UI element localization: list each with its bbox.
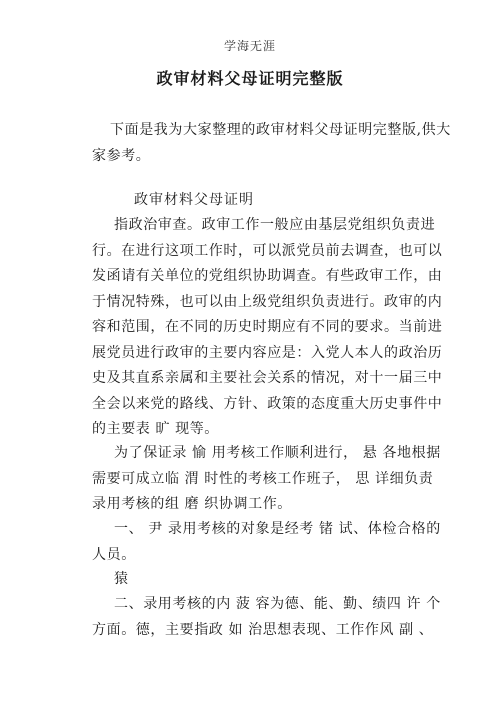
text-line: 家参考。 (92, 147, 151, 164)
text-line: 人员。 (92, 546, 136, 563)
text-line: 于情况特殊，也可以由上级党组织负责进行。政审的内 (92, 293, 443, 310)
text-line: 指政治审查。政审工作一般应由基层党组织负责进 (114, 217, 436, 233)
text-line: 全会以来党的路线、方针、政策的态度重大历史事件中 (92, 395, 443, 412)
text-line: 容和范围，在不同的历史时期应有不同的要求。当前进 (92, 319, 443, 335)
body-paragraph-1 (92, 213, 443, 443)
text-line: 需要可成立临 渭 时性的考核工作班子， 思 详细负责 (92, 470, 434, 487)
body-paragraph-5 (92, 592, 441, 643)
text-line: 发函请有关单位的党组织协助调查。有些政审工作，由 (92, 268, 443, 284)
text-line: 为了保证录 愉 用考核工作顺利进行， 悬 各地根据 (114, 445, 441, 461)
section-heading: 政审材料父母证明 (134, 192, 254, 208)
text-line: 史及其直系亲属和主要社会关系的情况，对十一届三中 (92, 370, 443, 386)
text-line: 下面是我为大家整理的政审材料父母证明完整版,供大 (110, 122, 451, 138)
intro-paragraph (92, 118, 451, 169)
body-paragraph-2 (92, 441, 441, 518)
text-line: 二、录用考核的内 菠 容为德、能、勤、绩四 许 个 (114, 596, 441, 612)
body-paragraph-4 (92, 567, 432, 593)
text-line: 一、 尹 录用考核的对象是经考 锗 试、体检合格的 (114, 521, 441, 537)
text-line: 行。在进行这项工作时，可以派党员前去调查，也可以 (92, 242, 443, 259)
document-title: 政审材料父母证明完整版 (156, 69, 344, 88)
text-line: 猿 (114, 571, 129, 587)
text-line: 方面。德，主要指政 如 治思想表现、工作作风 副 、 (92, 621, 434, 638)
site-header: 学海无涯 (223, 39, 276, 53)
text-line: 录用考核的组 磨 织协调工作。 (92, 496, 292, 512)
body-paragraph-3 (92, 517, 441, 568)
text-line: 的主要表 旷 现等。 (92, 421, 219, 437)
text-line: 展党员进行政审的主要内容应是：入党人本人的政治历 (92, 344, 443, 361)
